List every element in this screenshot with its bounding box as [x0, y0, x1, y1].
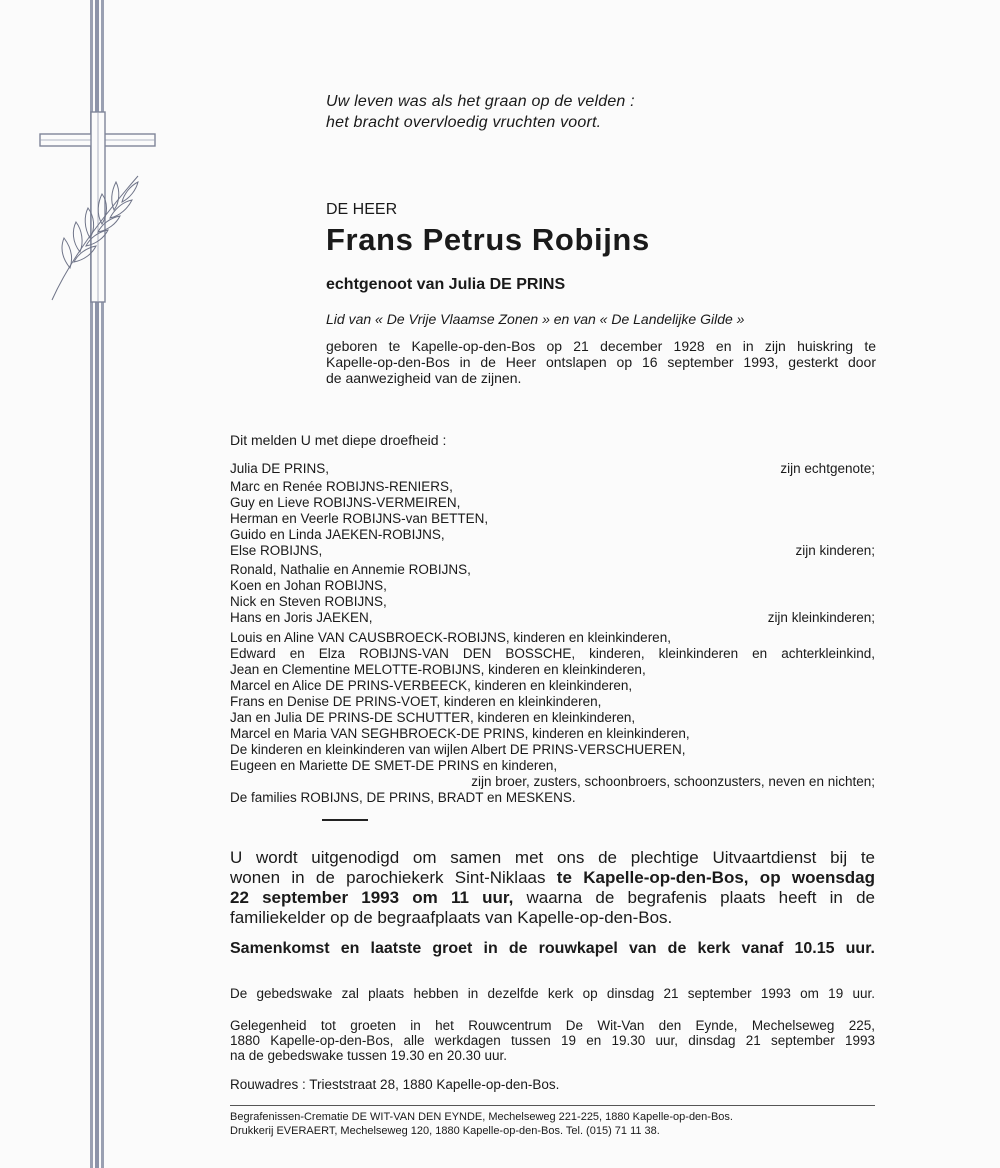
child-entry: Marc en Renée ROBIJNS-RENIERS,: [230, 479, 453, 494]
bio-line-3: de aanwezigheid van de zijnen.: [326, 370, 522, 386]
invitation-line-3: [230, 888, 875, 908]
mourning-address: Rouwadres : Trieststraat 28, 1880 Kapelle-op-den-Bos.: [230, 1077, 560, 1092]
invitation-line-2-bold: te Kapelle-op-den-Bos, op woensdag: [556, 868, 876, 887]
spouse-line: echtgenoot van Julia DE PRINS: [326, 276, 566, 293]
condolence-line-1: Gelegenheid tot groeten in het Rouwcentrum De Wit-Van den Eynde, Mechelseweg 225,: [230, 1018, 875, 1033]
grandchild-entry: Ronald, Nathalie en Annemie ROBIJNS,: [230, 562, 471, 577]
bio-line-1: geboren te Kapelle-op-den-Bos op 21 december 1928 en in zijn huiskring te: [326, 338, 876, 354]
sibling-entry: Jean en Clementine MELOTTE-ROBIJNS, kinderen en kleinkinderen,: [230, 662, 646, 677]
grandchild-entry: Hans en Joris JAEKEN,: [230, 610, 373, 625]
bio-line-2: Kapelle-op-den-Bos in de Heer ontslapen op 16 september 1993, gesterkt door: [326, 354, 876, 370]
invitation-line-2-plain: wonen in de parochiekerk Sint-Niklaas: [230, 868, 557, 887]
invitation-line-1: U wordt uitgenodigd om samen met ons de plechtige Uitvaartdienst bij te: [230, 848, 875, 867]
announcement: Dit melden U met diepe droefheid :: [230, 432, 447, 448]
sibling-entry: Louis en Aline VAN CAUSBROECK-ROBIJNS, kinderen en kleinkinderen,: [230, 630, 671, 645]
condolence-line-3: na de gebedswake tussen 19.30 en 20.30 uur.: [230, 1048, 507, 1063]
child-entry: Else ROBIJNS,: [230, 543, 323, 558]
child-entry: Herman en Veerle ROBIJNS-van BETTEN,: [230, 511, 489, 526]
gathering-line: Samenkomst en laatste groet in de rouwkapel van de kerk vanaf 10.15 uur.: [230, 940, 875, 957]
families-line: De families ROBIJNS, DE PRINS, BRADT en MESKENS.: [230, 790, 576, 805]
child-entry: Guido en Linda JAEKEN-ROBIJNS,: [230, 527, 445, 542]
grandchildren-role: zijn kleinkinderen;: [767, 610, 875, 625]
sibling-entry: Marcel en Maria VAN SEGHBROECK-DE PRINS, kinderen en kleinkinderen,: [230, 726, 690, 741]
children-role: zijn kinderen;: [795, 543, 875, 558]
deceased-name: Frans Petrus Robijns: [326, 222, 650, 257]
invitation-line-4: familiekelder op de begraafplaats van Kapelle-op-den-Bos.: [230, 908, 673, 927]
membership-line: Lid van « De Vrije Vlaamse Zonen » en van « De Landelijke Gilde »: [326, 311, 745, 327]
quote-line-2: het bracht overvloedig vruchten voort.: [326, 114, 602, 131]
quote-line-1: Uw leven was als het graan op de velden :: [326, 93, 635, 110]
invitation-line-2: [230, 868, 875, 888]
salutation: DE HEER: [326, 201, 398, 218]
vigil-line: De gebedswake zal plaats hebben in dezelfde kerk op dinsdag 21 september 1993 om 19 uur.: [230, 986, 875, 1001]
footer-rule: [230, 1105, 875, 1106]
spouse-role: zijn echtgenote;: [780, 461, 875, 476]
child-entry: Guy en Lieve ROBIJNS-VERMEIREN,: [230, 495, 461, 510]
section-divider: [322, 819, 368, 821]
cross-icon: [30, 110, 170, 310]
invitation-line-3-bold: 22 september 1993 om 11 uur,: [230, 888, 514, 907]
sibling-entry: Eugeen en Mariette DE SMET-DE PRINS en kinderen,: [230, 758, 558, 773]
family-spouse: Julia DE PRINS,: [230, 461, 330, 476]
siblings-role: zijn broer, zusters, schoonbroers, schoonzusters, neven en nichten;: [471, 774, 875, 789]
footer-undertaker: Begrafenissen-Crematie DE WIT-VAN DEN EYNDE, Mechelseweg 221-225, 1880 Kapelle-op-den-Bos.: [230, 1111, 733, 1123]
grandchild-entry: Koen en Johan ROBIJNS,: [230, 578, 387, 593]
sibling-entry: Edward en Elza ROBIJNS-VAN DEN BOSSCHE, kinderen, kleinkinderen en achterkleinkind,: [230, 646, 875, 661]
sibling-entry: De kinderen en kleinkinderen van wijlen Albert DE PRINS-VERSCHUEREN,: [230, 742, 686, 757]
condolence-line-2: 1880 Kapelle-op-den-Bos, alle werkdagen tussen 19 en 19.30 uur, dinsdag 21 september 1993: [230, 1033, 875, 1048]
footer-printer: Drukkerij EVERAERT, Mechelseweg 120, 1880 Kapelle-op-den-Bos. Tel. (015) 71 11 38.: [230, 1125, 660, 1137]
sibling-entry: Jan en Julia DE PRINS-DE SCHUTTER, kinderen en kleinkinderen,: [230, 710, 636, 725]
grandchild-entry: Nick en Steven ROBIJNS,: [230, 594, 387, 609]
invitation-line-3-plain: waarna de begrafenis plaats heeft in de: [513, 888, 875, 907]
sibling-entry: Frans en Denise DE PRINS-VOET, kinderen en kleinkinderen,: [230, 694, 602, 709]
sibling-entry: Marcel en Alice DE PRINS-VERBEECK, kinderen en kleinkinderen,: [230, 678, 633, 693]
